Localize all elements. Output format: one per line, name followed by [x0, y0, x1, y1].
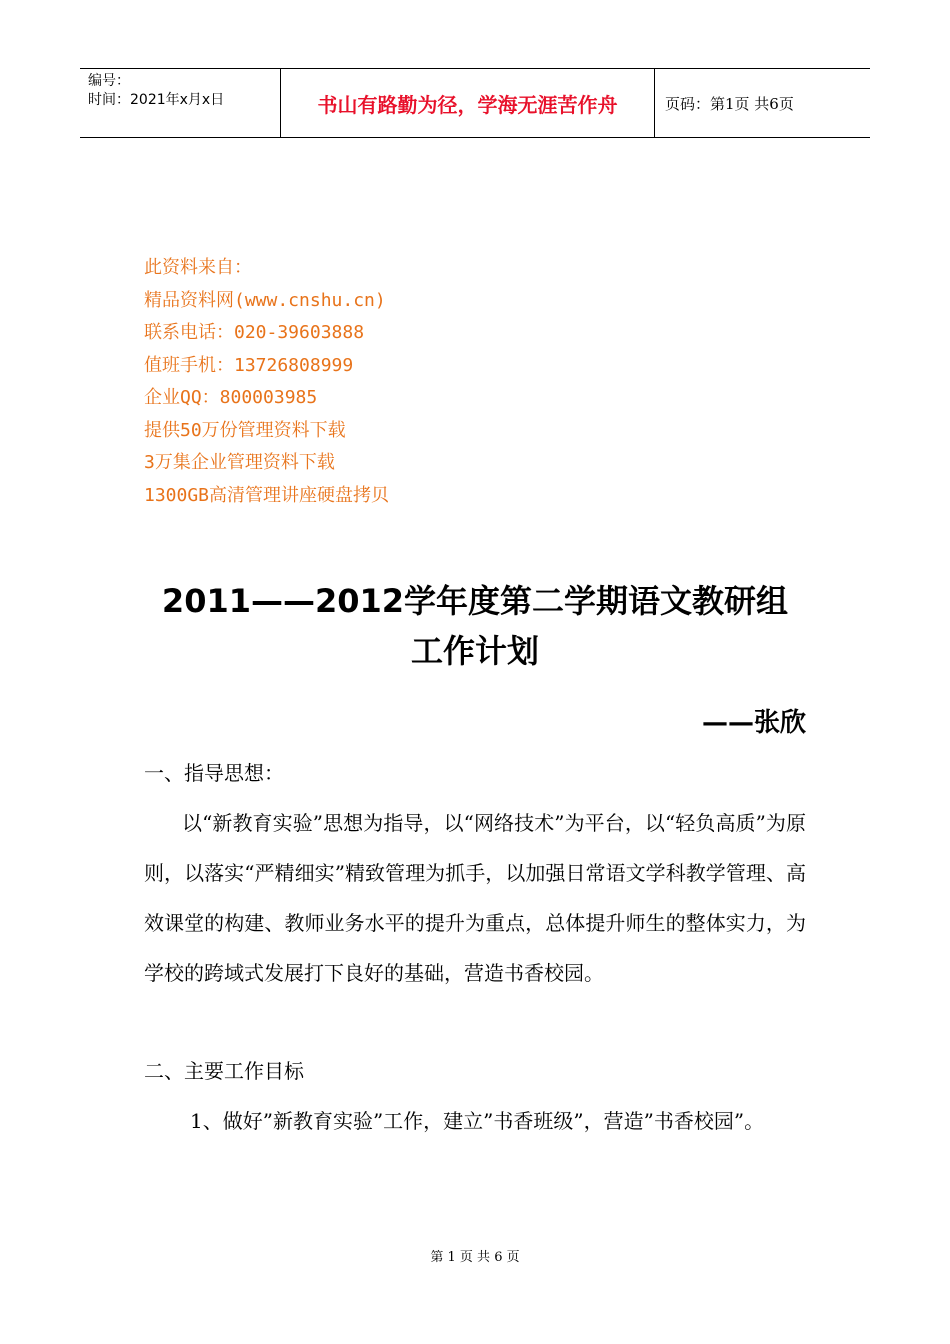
- source-line: 提供50万份管理资料下载: [144, 419, 346, 441]
- source-line: 3万集企业管理资料下载: [144, 452, 335, 473]
- document-header: [80, 68, 870, 138]
- source-line: 此资料来自：: [144, 257, 252, 278]
- section-paragraph: 以“新教育实验”思想为指导，以“网络技术”为平台，以“轻负高质”为原则，以落实“严精细实”精致管理为抓手，以加强日常语文学科教学管理、高效课堂的构建、教师业务水平的提升为重点，总体提升师生的整体实力，为学校的跨域式发展打下良好的基础，营造书香校园。: [144, 811, 806, 985]
- document-author: ——张欣: [701, 708, 806, 738]
- section-heading: 一、指导思想：: [144, 761, 284, 785]
- source-line: 值班手机：13726808999: [144, 354, 354, 376]
- page-info: 页码：第1页 共6页: [665, 94, 794, 113]
- document-title-line2: 工作计划: [410, 632, 539, 670]
- header-page-cell: [655, 69, 870, 137]
- page-footer: 第 1 页 共 6 页: [430, 1250, 520, 1265]
- document-title-line1: 2011——2012学年度第二学期语文教研组: [161, 582, 789, 620]
- source-line: 精品资料网(www.cnshu.cn): [144, 289, 386, 311]
- source-line: 1300GB高清管理讲座硬盘拷贝: [144, 484, 390, 506]
- section-paragraph: 1、做好”新教育实验”工作，建立”书香班级”，营造”书香校园”。: [190, 1109, 765, 1133]
- header-meta-cell: [80, 69, 281, 137]
- source-line: 企业QQ：800003985: [144, 387, 318, 408]
- motto-text: 书山有路勤为径，学海无涯苦作舟: [317, 92, 618, 117]
- source-line: 联系电话：020-39603888: [144, 322, 365, 343]
- section-heading: 二、主要工作目标: [144, 1059, 304, 1083]
- header-motto-cell: [281, 69, 655, 137]
- time-label: 时间：2021年x月x日: [88, 92, 225, 108]
- number-label: 编号：: [88, 73, 130, 89]
- source-info-block: [144, 252, 389, 512]
